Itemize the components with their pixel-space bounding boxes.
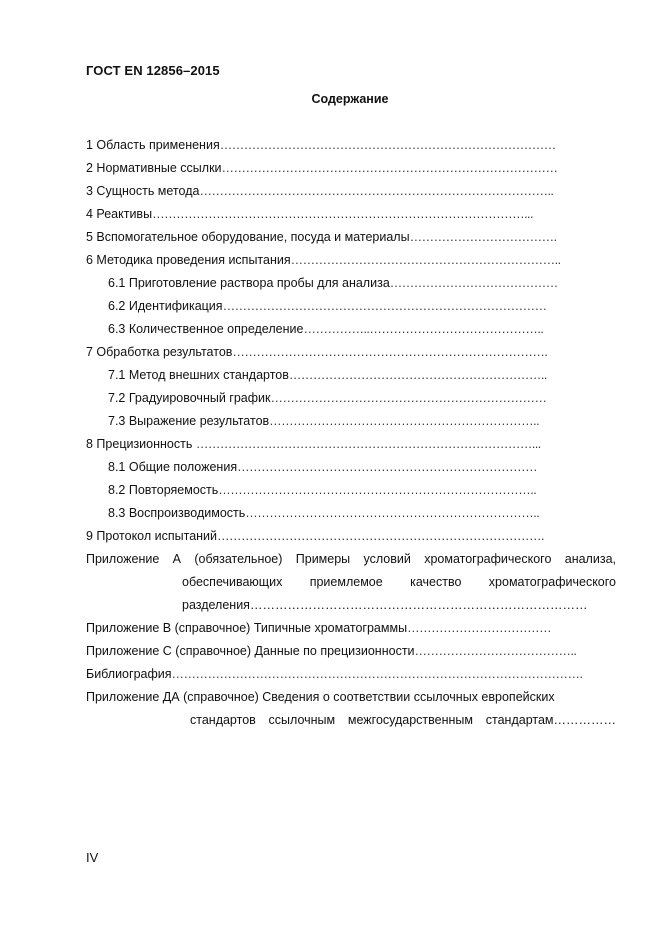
toc-title: Содержание [311, 92, 389, 106]
page-number: IV [86, 850, 99, 865]
toc-item-1[interactable]: 1 Область применения………………………………………………………………………… [86, 138, 556, 152]
toc-item-4[interactable]: 4 Реактивы…………………………………………………………………………………... [86, 207, 533, 221]
toc-item-9[interactable]: 9 Протокол испытаний………………………………………………………………………. [86, 529, 545, 543]
toc-item-7-2[interactable]: 7.2 Градуировочный график…………………………………………………………… [108, 391, 547, 405]
toc-item-8[interactable]: 8 Прецизионность …………………………………………………………………………... [86, 437, 541, 451]
toc-item-6-2[interactable]: 6.2 Идентификация……………………………………………………………………… [108, 299, 547, 313]
toc-item-7-1[interactable]: 7.1 Метод внешних стандартов……………………………………………………….. [108, 368, 547, 382]
toc-annex-a[interactable] [86, 551, 616, 620]
toc-item-2[interactable]: 2 Нормативные ссылки………………………………………………………………………… [86, 161, 558, 175]
toc-item-6[interactable]: 6 Методика проведения испытания………………………………………………………….. [86, 253, 561, 267]
toc-item-8-1[interactable]: 8.1 Общие положения………………………………………………………………… [108, 460, 538, 474]
annex-a-line-1: Приложение А (обязательное) Примеры условий хроматографического анализа, [86, 552, 616, 566]
document-code: ГОСТ EN 12856–2015 [86, 63, 220, 78]
toc-item-7-3[interactable]: 7.3 Выражение результатов………………………………………………………….. [108, 414, 540, 428]
toc-annex-da[interactable] [86, 689, 616, 735]
toc-item-5[interactable]: 5 Вспомогательное оборудование, посуда и материалы………………………………. [86, 230, 557, 244]
annex-a-line-2: обеспечивающих приемлемое качество хроматографического [182, 575, 616, 589]
toc-item-8-3[interactable]: 8.3 Воспроизводимость……………………………………………………………….. [108, 506, 540, 520]
annex-da-line-2: стандартов ссылочным межгосударственным стандартам…………… [190, 713, 616, 727]
table-of-contents [86, 137, 616, 735]
annex-da-line-1: Приложение ДА (справочное) Сведения о соответствии ссылочных европейских [86, 690, 555, 704]
toc-item-8-2[interactable]: 8.2 Повторяемость…………………………………………………………………….. [108, 483, 537, 497]
toc-item-3[interactable]: 3 Сущность метода…………………………………………………………………………….. [86, 184, 554, 198]
toc-item-6-3[interactable]: 6.3 Количественное определение……………..…………………………………….. [108, 322, 544, 336]
toc-item-7[interactable]: 7 Обработка результатов……………………………………………………………………. [86, 345, 548, 359]
toc-item-6-1[interactable]: 6.1 Приготовление раствора пробы для анализа…………………………………… [108, 276, 558, 290]
toc-annex-b[interactable]: Приложение В (справочное) Типичные хроматограммы……………………………… [86, 621, 552, 635]
toc-bibliography[interactable]: Библиография…………………………………………………………………………………………. [86, 667, 583, 681]
annex-a-line-3: разделения……………………………………………………………………… [182, 598, 588, 612]
toc-annex-c[interactable]: Приложение С (справочное) Данные по прецизионности………………………………….. [86, 644, 577, 658]
